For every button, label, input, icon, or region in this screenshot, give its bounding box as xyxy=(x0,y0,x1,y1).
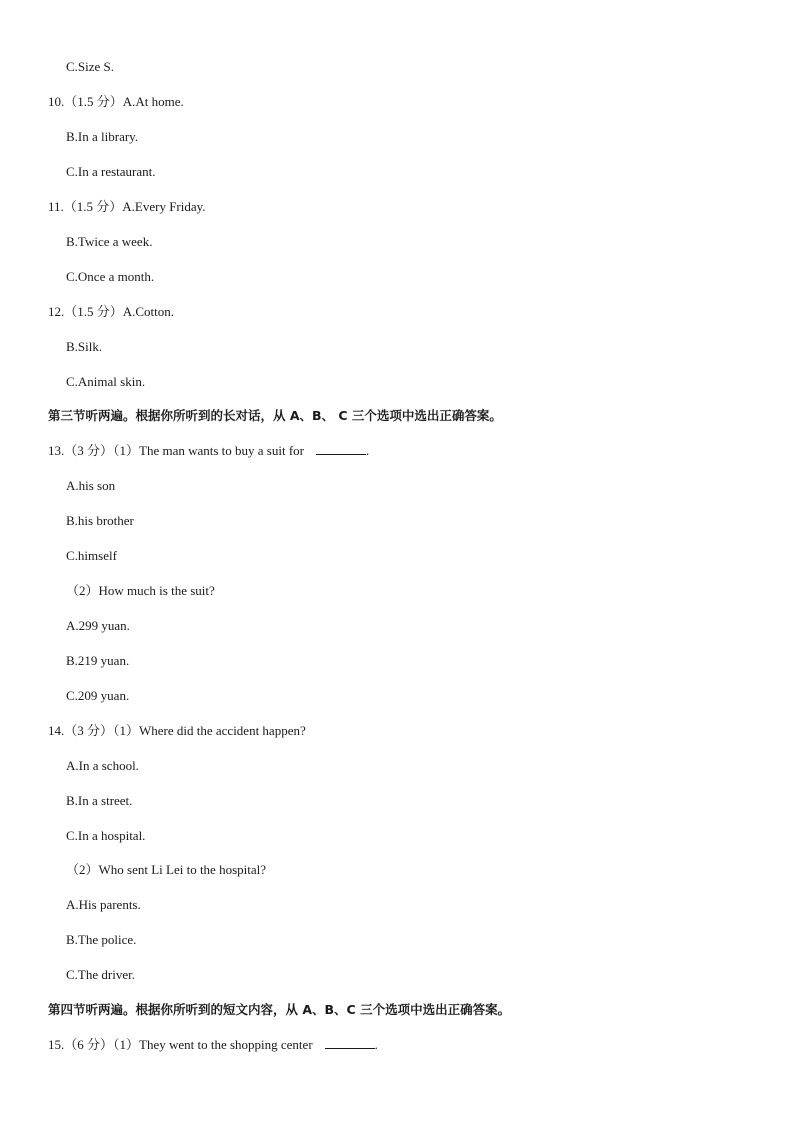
answer-blank xyxy=(316,443,366,455)
option-line: B.Twice a week. xyxy=(66,234,153,249)
option-line: A.299 yuan. xyxy=(66,618,130,633)
answer-blank xyxy=(325,1037,375,1049)
section-heading: 第四节听两遍。根据你所听到的短文内容，从 A、B、C 三个选项中选出正确答案。 xyxy=(48,1002,511,1017)
option-line: A.His parents. xyxy=(66,897,141,912)
section-heading: 第三节听两遍。根据你所听到的长对话，从 A、B、 C 三个选项中选出正确答案。 xyxy=(48,408,502,423)
question-line xyxy=(48,443,369,459)
option-line: B.The police. xyxy=(66,932,137,947)
option-line: C.In a restaurant. xyxy=(66,164,156,179)
option-line: C.Once a month. xyxy=(66,269,155,284)
question-line: 10.（1.5 分）A.At home. xyxy=(48,94,184,109)
question-line: 11.（1.5 分）A.Every Friday. xyxy=(48,199,206,214)
option-line: B.219 yuan. xyxy=(66,653,130,668)
sub-question-line: （2）Who sent Li Lei to the hospital? xyxy=(66,862,267,877)
option-line: C.209 yuan. xyxy=(66,688,130,703)
option-line: B.his brother xyxy=(66,513,134,528)
question-text: 13.（3 分）（1）The man wants to buy a suit for xyxy=(48,443,304,458)
option-line: B.In a street. xyxy=(66,793,133,808)
option-line: B.In a library. xyxy=(66,129,139,144)
option-line: A.his son xyxy=(66,478,116,493)
option-line: C.The driver. xyxy=(66,967,135,982)
option-line: C.himself xyxy=(66,548,117,563)
question-line: 14.（3 分）（1）Where did the accident happen? xyxy=(48,723,306,738)
option-line: B.Silk. xyxy=(66,339,103,354)
question-end: . xyxy=(374,1037,378,1052)
option-line: C.Size S. xyxy=(66,59,115,74)
option-line: A.In a school. xyxy=(66,758,139,773)
question-end: . xyxy=(366,443,370,458)
question-line xyxy=(48,1037,378,1053)
option-line: C.In a hospital. xyxy=(66,828,146,843)
sub-question-line: （2）How much is the suit? xyxy=(66,583,215,598)
option-line: C.Animal skin. xyxy=(66,374,146,389)
question-text: 15.（6 分）（1）They went to the shopping center xyxy=(48,1037,313,1052)
question-line: 12.（1.5 分）A.Cotton. xyxy=(48,304,175,319)
